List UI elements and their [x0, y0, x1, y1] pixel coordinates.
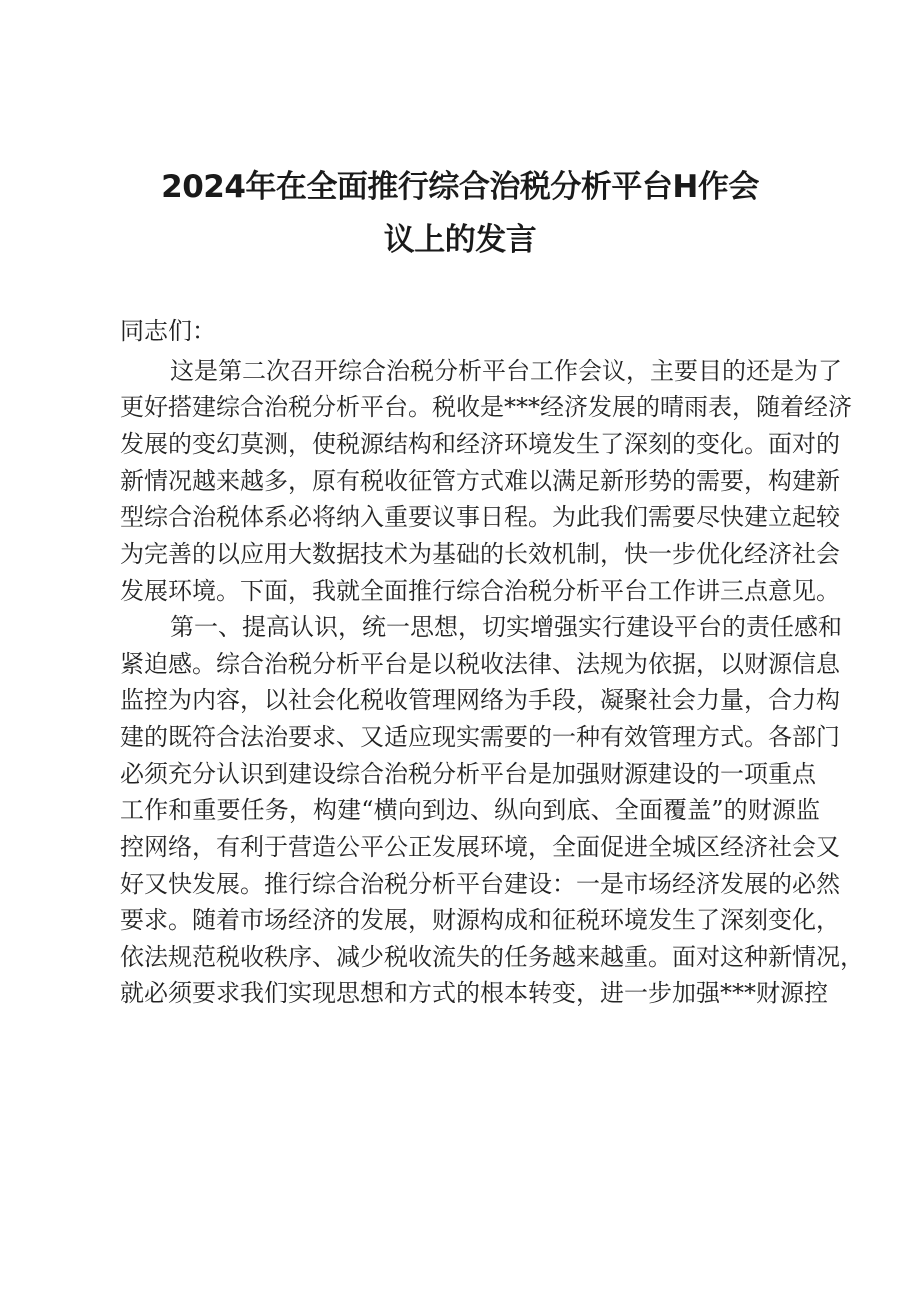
paragraph-2-line-9: 要求。随着市场经济的发展，财源构成和征税环境发生了深刻变化，: [120, 906, 840, 934]
document-title-line-1: 2024年在全面推行综合治税分析平台H作会: [161, 169, 759, 205]
paragraph-1-line-2: 更好搭建综合治税分析平台。税收是***经济发展的晴雨表，随着经济: [120, 393, 852, 421]
paragraph-2-line-11: 就必须要求我们实现思想和方式的根本转变，进一步加强***财源控: [120, 979, 828, 1007]
salutation: 同志们：: [120, 317, 216, 345]
paragraph-1-line-4: 新情况越来越多，原有税收征管方式难以满足新形势的需要，构建新: [120, 467, 840, 495]
paragraph-2-line-8: 好又快发展。推行综合治税分析平台建设：一是市场经济发展的必然: [120, 870, 840, 898]
paragraph-2-line-2: 紧迫感。综合治税分析平台是以税收法律、法规为依据，以财源信息: [120, 650, 840, 678]
paragraph-2-line-4: 建的既符合法治要求、又适应现实需要的一种有效管理方式。各部门: [120, 723, 840, 751]
paragraph-2-line-7: 控网络，有利于营造公平公正发展环境，全面促进全城区经济社会又: [120, 833, 840, 861]
paragraph-2-line-6: 工作和重要任务，构建“横向到边、纵向到底、全面覆盖”的财源监: [120, 796, 820, 824]
paragraph-2-line-10: 依法规范税收秩序、减少税收流失的任务越来越重。面对这种新情况，: [120, 943, 864, 971]
paragraph-1-line-1: 这是第二次召开综合治税分析平台工作会议，主要目的还是为了: [170, 356, 842, 385]
paragraph-2-line-3: 监控为内容，以社会化税收管理网络为手段，凝聚社会力量，合力构: [120, 686, 840, 714]
paragraph-1-line-6: 为完善的以应用大数据技术为基础的长效机制，快一步优化经济社会: [120, 540, 840, 568]
paragraph-1-line-3: 发展的变幻莫测，使税源结构和经济环境发生了深刻的变化。面对的: [120, 430, 840, 458]
paragraph-2-line-1: 第一、提高认识，统一思想，切实增强实行建设平台的责任感和: [170, 613, 842, 641]
paragraph-2-line-5: 必须充分认识到建设综合治税分析平台是加强财源建设的一项重点: [120, 760, 816, 788]
paragraph-1-line-7: 发展环境。下面，我就全面推行综合治税分析平台工作讲三点意见。: [120, 577, 840, 605]
document-title-line-2: 议上的发言: [383, 222, 537, 258]
paragraph-1-line-5: 型综合治税体系必将纳入重要议事日程。为此我们需要尽快建立起较: [120, 503, 840, 531]
